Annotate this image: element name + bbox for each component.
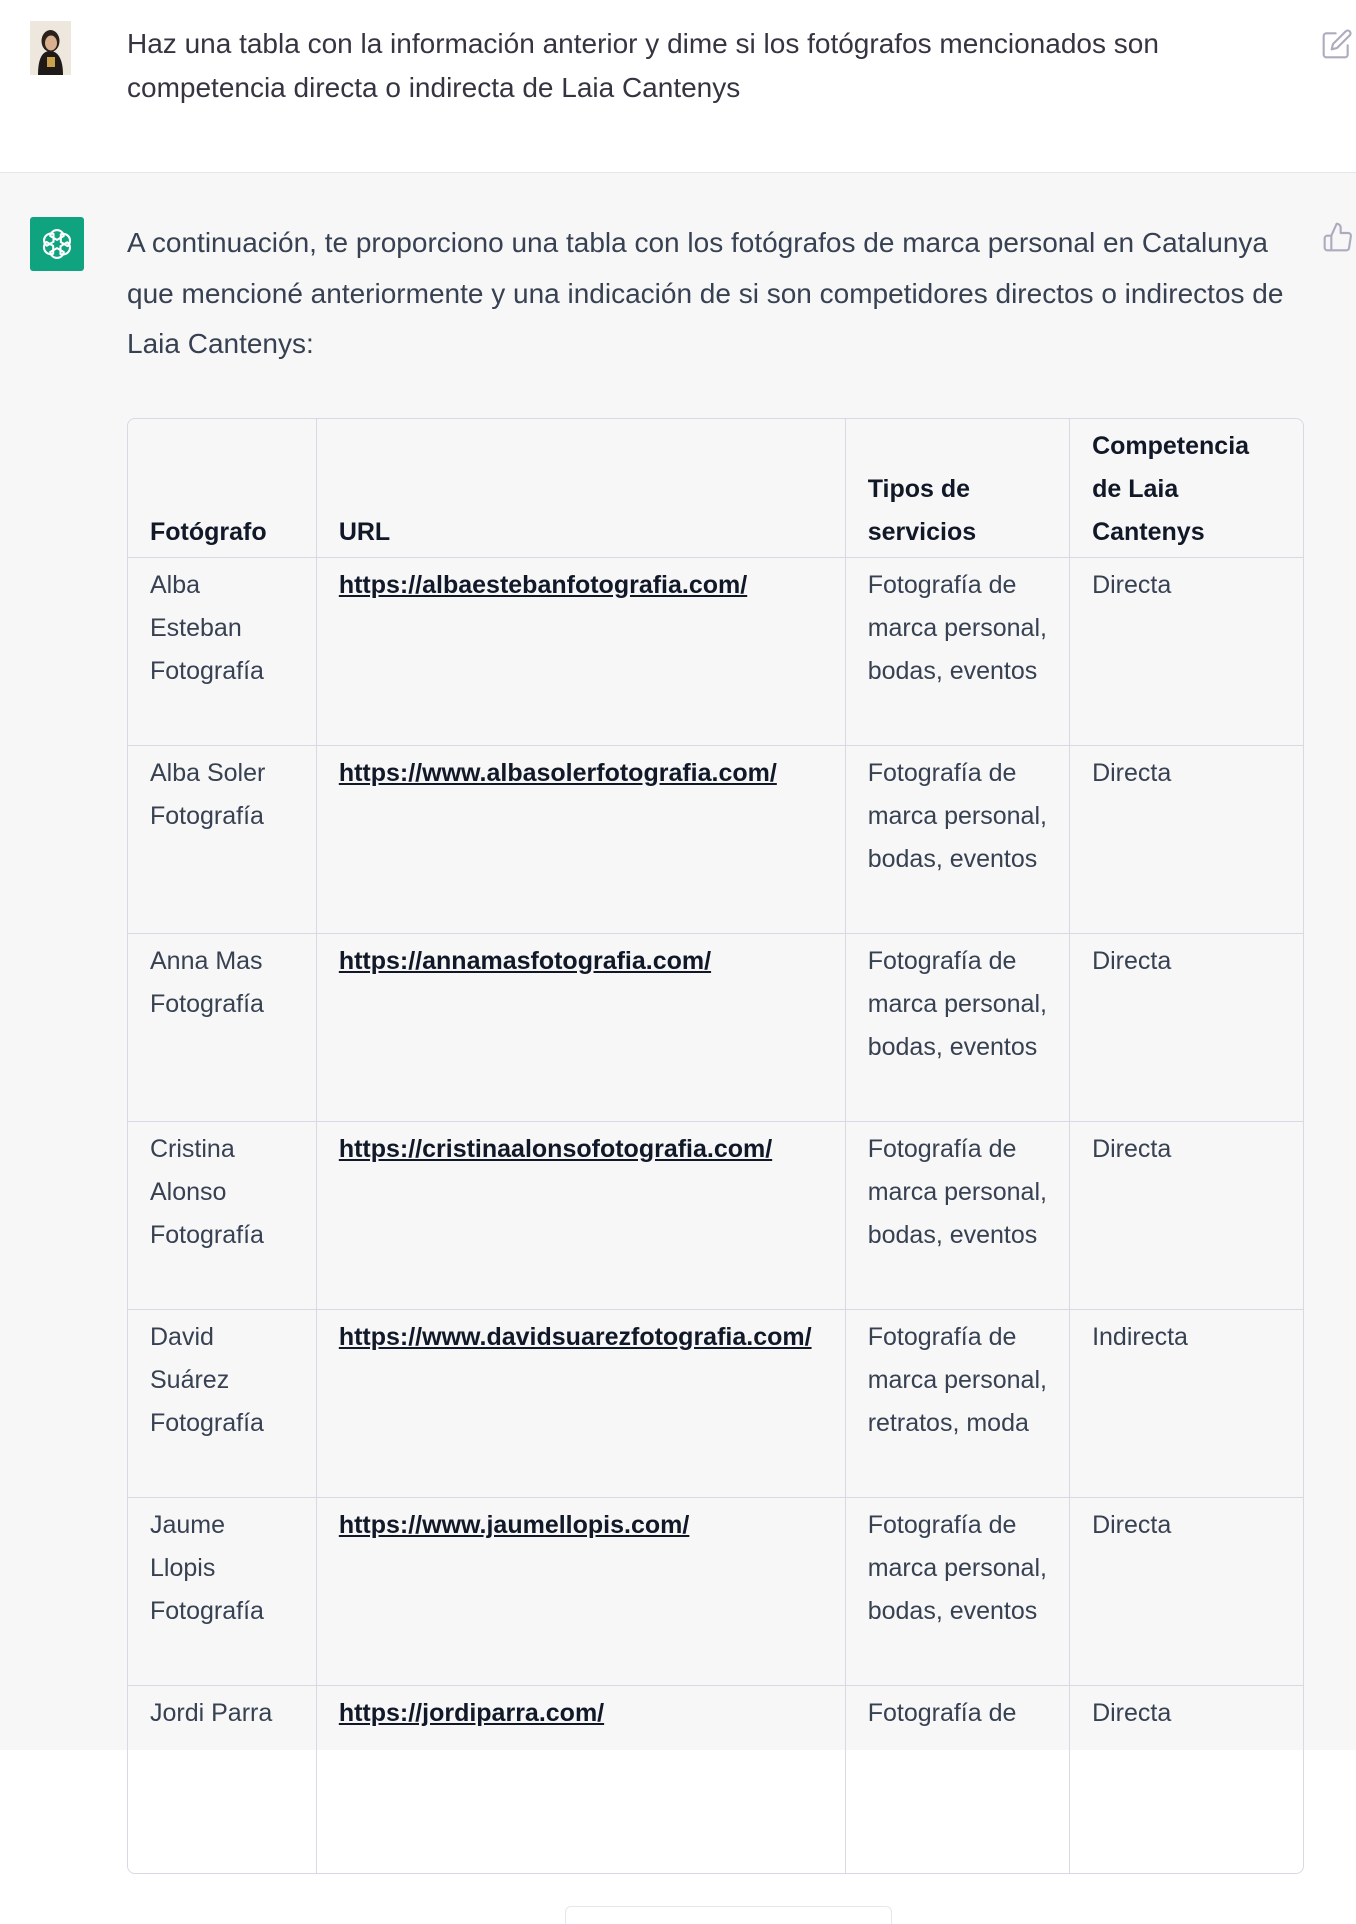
photographer-link[interactable]: https://www.albasolerfotografia.com/ xyxy=(338,758,777,787)
column-header-url: URL xyxy=(316,419,845,557)
photographer-link[interactable]: https://www.davidsuarezfotografia.com/ xyxy=(338,1322,812,1351)
user-message-text: Haz una tabla con la información anterior y dime si los fotógrafos mencionados son competencia directa o indirecta de Laia Cantenys xyxy=(127,28,1159,103)
photographer-link[interactable]: https://jordiparra.com/ xyxy=(338,1698,605,1727)
column-header-services: Tipos de servicios xyxy=(845,419,1069,557)
cell-services: Fotografía de marca personal, bodas, eventos xyxy=(845,557,1069,745)
assistant-avatar xyxy=(30,217,84,271)
scroll-to-bottom-bar[interactable] xyxy=(565,1906,892,1924)
cell-competition: Directa xyxy=(1070,933,1303,1121)
cell-photographer: Jaume Llopis Fotografía xyxy=(128,1497,316,1685)
cell-services: Fotografía de marca personal, bodas, eventos xyxy=(845,745,1069,933)
photographer-link[interactable]: https://cristinaalonsofotografia.com/ xyxy=(338,1134,773,1163)
cell-services: Fotografía de marca personal, retratos, moda xyxy=(845,1309,1069,1497)
cell-competition: Directa xyxy=(1070,745,1303,933)
cell-url xyxy=(316,1309,845,1497)
table-row xyxy=(128,1685,1303,1873)
photographer-link[interactable]: https://www.jaumellopis.com/ xyxy=(338,1510,690,1539)
cell-services: Fotografía de xyxy=(845,1685,1069,1873)
cell-photographer: Anna Mas Fotografía xyxy=(128,933,316,1121)
cell-services: Fotografía de marca personal, bodas, eventos xyxy=(845,1121,1069,1309)
thumbs-up-icon xyxy=(1322,221,1354,253)
column-header-photographer: Fotógrafo xyxy=(150,518,267,547)
user-photo-avatar-icon xyxy=(30,21,71,75)
cell-photographer: Alba Esteban Fotografía xyxy=(128,557,316,745)
table-header-row xyxy=(128,419,1303,557)
photographer-link[interactable]: https://albaestebanfotografia.com/ xyxy=(338,570,748,599)
cell-competition: Indirecta xyxy=(1070,1309,1303,1497)
assistant-message xyxy=(0,173,1356,1750)
photographer-link[interactable]: https://annamasfotografia.com/ xyxy=(338,946,712,975)
cell-url xyxy=(316,933,845,1121)
competitors-table xyxy=(127,418,1304,1874)
cell-services: Fotografía de marca personal, bodas, eventos xyxy=(845,933,1069,1121)
cell-url xyxy=(316,1497,845,1685)
cell-url xyxy=(316,1685,845,1873)
cell-url xyxy=(316,557,845,745)
column-header-competition: Competencia de Laia Cantenys xyxy=(1070,419,1303,557)
cell-competition: Directa xyxy=(1070,557,1303,745)
table-row xyxy=(128,1121,1303,1309)
assistant-intro-text: A continuación, te proporciono una tabla con los fotógrafos de marca personal en Catalunya que mencioné anteriormente y una indicación de si son competidores directos o indirectos de Laia Cantenys: xyxy=(127,227,1284,359)
cell-url xyxy=(316,745,845,933)
cell-photographer: Jordi Parra xyxy=(128,1685,316,1873)
user-message xyxy=(0,0,1356,173)
table-row xyxy=(128,557,1303,745)
edit-button[interactable] xyxy=(1321,28,1353,60)
user-avatar xyxy=(30,21,71,75)
table-row xyxy=(128,745,1303,933)
openai-logo-icon xyxy=(38,225,76,263)
edit-icon xyxy=(1321,28,1353,60)
cell-competition: Directa xyxy=(1070,1497,1303,1685)
cell-competition: Directa xyxy=(1070,1121,1303,1309)
cell-url xyxy=(316,1121,845,1309)
table-row xyxy=(128,933,1303,1121)
cell-photographer: David Suárez Fotografía xyxy=(128,1309,316,1497)
cell-photographer: Alba Soler Fotografía xyxy=(128,745,316,933)
table-row xyxy=(128,1497,1303,1685)
cell-photographer: Cristina Alonso Fotografía xyxy=(128,1121,316,1309)
cell-competition: Directa xyxy=(1070,1685,1303,1873)
thumbs-up-button[interactable] xyxy=(1322,221,1354,253)
table-row xyxy=(128,1309,1303,1497)
cell-services: Fotografía de marca personal, bodas, eventos xyxy=(845,1497,1069,1685)
